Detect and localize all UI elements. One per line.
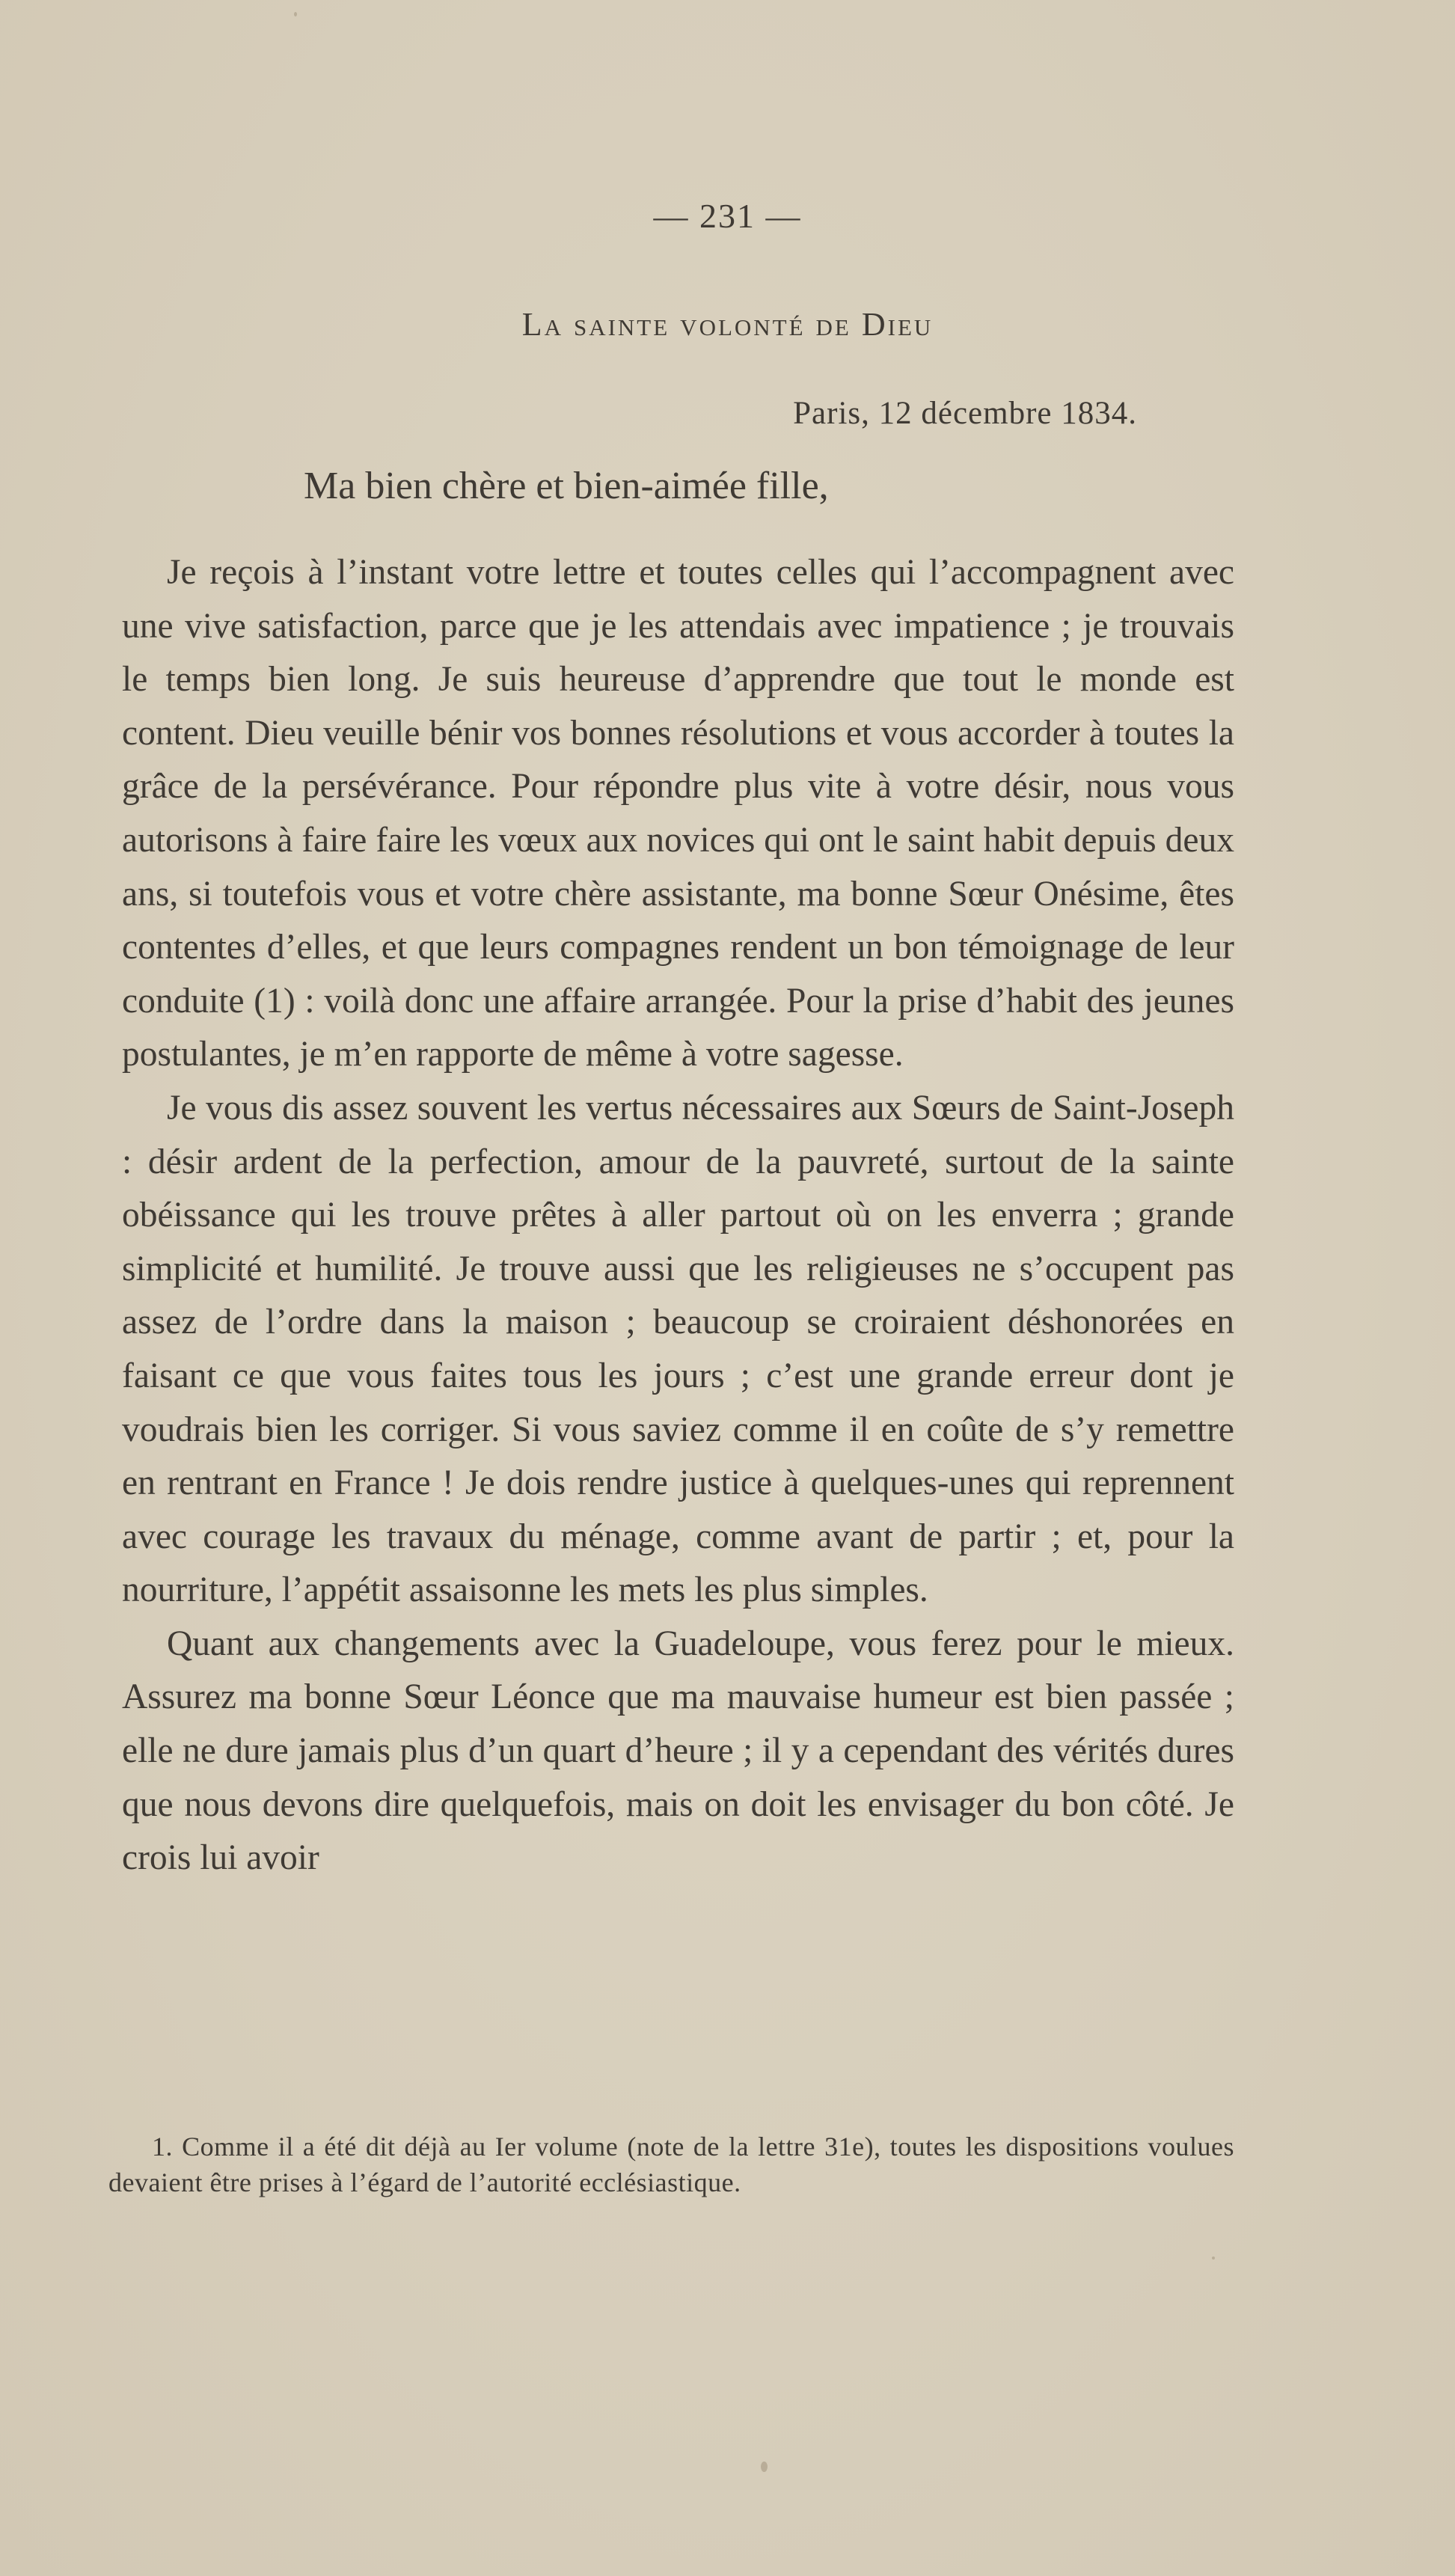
letter-dateline: Paris, 12 décembre 1834. <box>793 396 1137 431</box>
paragraph-3: Quant aux changements avec la Guadeloupe, vous ferez pour le mieux. Assurez ma bonne Sœur Léonce que ma mauvaise humeur est bien passée ; elle ne dure jamais plus d’un quart d’heure ; il y a cependant des vérités dures que nous devons dire quelquefois, mais on doit les envisager du bon côté. Je crois lui avoir <box>122 1624 1234 1878</box>
page-number: — 231 — <box>653 197 802 235</box>
letter-body <box>122 546 1234 1885</box>
paragraph-1: Je reçois à l’instant votre lettre et toutes celles qui l’accompagnent avec une vive satisfaction, parce que je les attendais avec impatience ; je trouvais le temps bien long. Je suis heureuse d’apprendre que tout le monde est content. Dieu veuille bénir vos bonnes résolutions et vous accorder à toutes la grâce de la persévérance. Pour répondre plus vite à votre désir, nous vous autorisons à faire faire les vœux aux novices qui ont le saint habit depuis deux ans, si toutefois vous et votre chère assistante, ma bonne Sœur Onésime, êtes contentes d’elles, et que leurs compagnes rendent un bon témoignage de leur conduite (1) : voilà donc une affaire arrangée. Pour la prise d’habit des jeunes postulantes, je m’en rapporte de même à votre sagesse. <box>122 553 1234 1074</box>
paragraph-2: Je vous dis assez souvent les vertus nécessaires aux Sœurs de Saint-Joseph : désir ardent de la perfection, amour de la pauvreté, surtout de la sainte obéissance qui les trouve prêtes à aller partout où on les enverra ; grande simplicité et humilité. Je trouve aussi que les religieuses ne s’occupent pas assez de l’ordre dans la maison ; beaucoup se croiraient déshonorées en faisant ce que vous faites tous les jours ; c’est une grande erreur dont je voudrais bien les corriger. Si vous saviez comme il en coûte de s’y remettre en rentrant en France ! Je dois rendre justice à quelques-unes qui reprennent avec courage les travaux du ménage, comme avant de partir ; et, pour la nourriture, l’appétit assaisonne les mets les plus simples. <box>122 1088 1234 1610</box>
paper-speck <box>294 12 297 16</box>
letter-salutation: Ma bien chère et bien-aimée fille, <box>304 465 829 507</box>
footnote-text: 1. Comme il a été dit déjà au Ier volume (note de la lettre 31e), toutes les dispositions voulues devaient être prises à l’égard de l’autorité ecclésiastique. <box>108 2132 1234 2197</box>
paper-speck <box>1212 2257 1215 2260</box>
section-title: La sainte volonté de Dieu <box>521 306 934 343</box>
paper-speck <box>761 2462 768 2472</box>
footnote <box>108 2129 1234 2200</box>
